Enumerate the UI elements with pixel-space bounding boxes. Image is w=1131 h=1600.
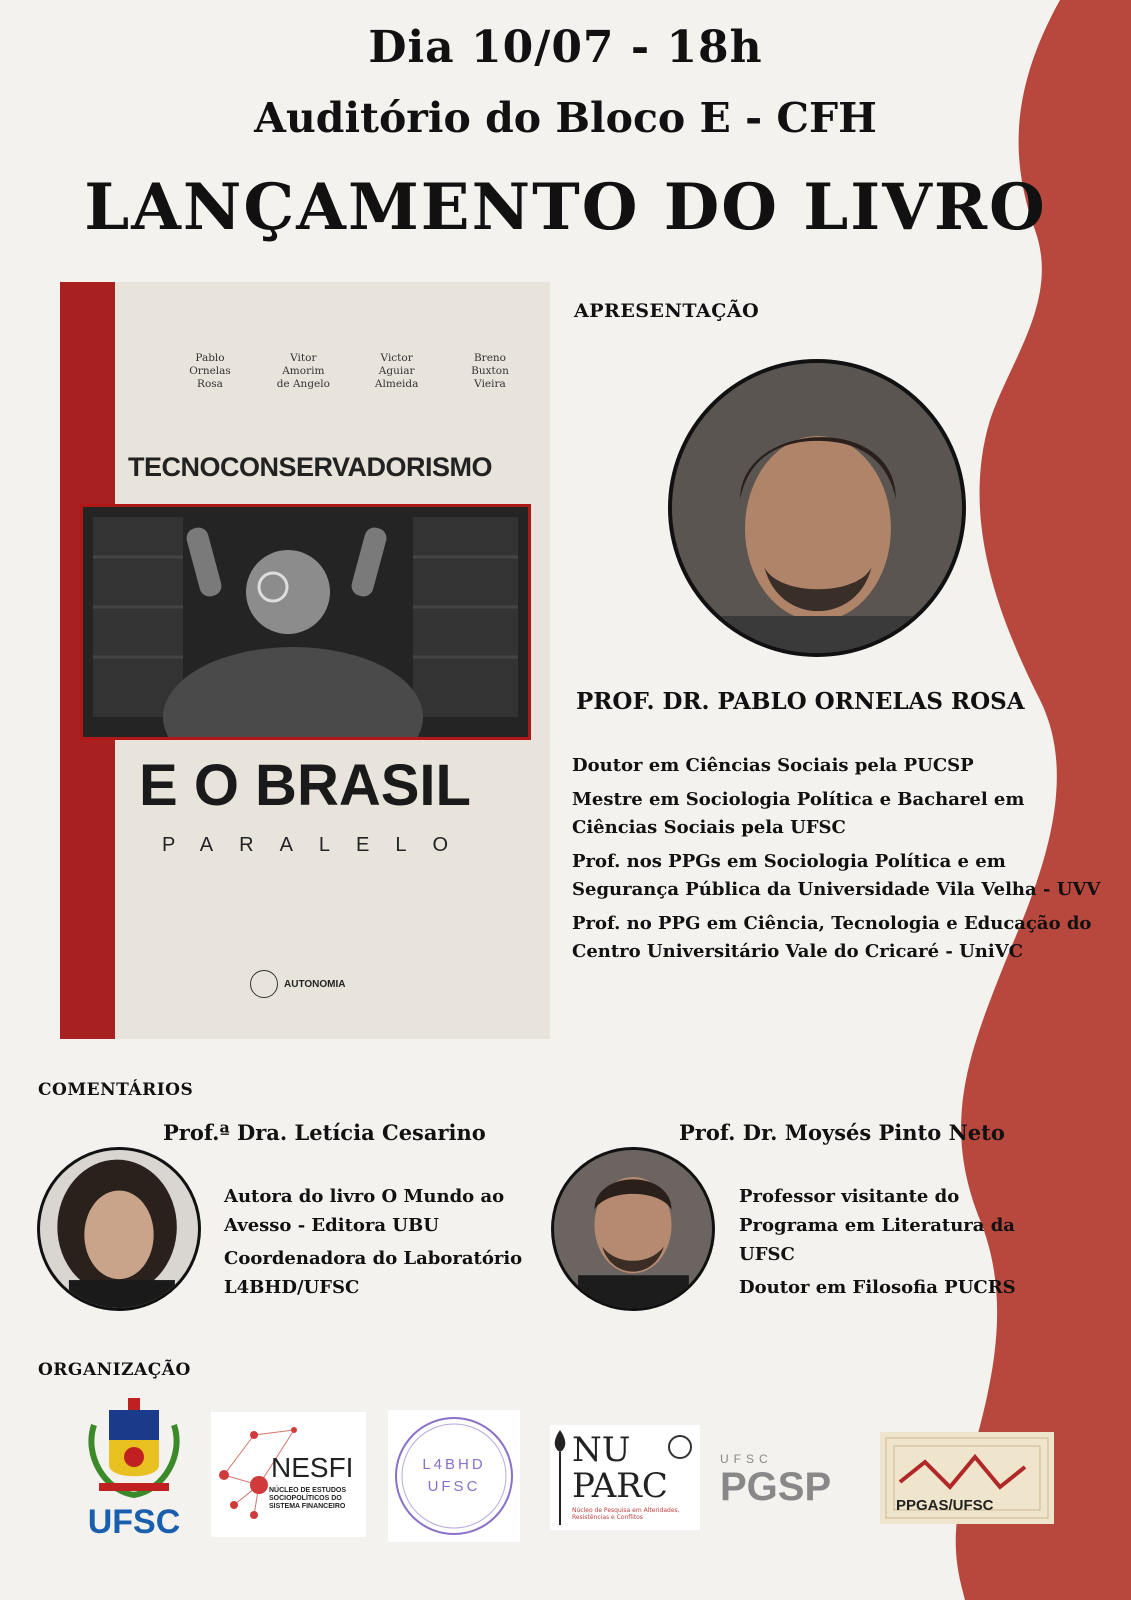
tree-icon bbox=[250, 970, 278, 998]
l4bhd-logo bbox=[388, 1410, 520, 1542]
nesfi-logo bbox=[211, 1412, 366, 1537]
commenter2-desc-item: Doutor em Filosofia PUCRS bbox=[739, 1277, 1016, 1298]
nesfi-logo-text: NESFI bbox=[271, 1452, 354, 1483]
ufsc-logo-text: UFSC bbox=[87, 1503, 181, 1541]
commenter2-desc-item: Professor visitante do Programa em Literatura da UFSC bbox=[739, 1186, 1015, 1265]
organization-heading: ORGANIZAÇÃO bbox=[38, 1360, 191, 1380]
event-date-time: Dia 10/07 - 18h bbox=[368, 22, 763, 73]
l4bhd-logo-text-block bbox=[422, 1454, 485, 1498]
cover-author: Victor Aguiar Almeida bbox=[374, 352, 419, 390]
presenter-avatar bbox=[668, 359, 966, 657]
page-title: LANÇAMENTO DO LIVRO bbox=[84, 170, 1047, 245]
commenter1-desc-item: Coordenadora do Laboratório L4BHD/UFSC bbox=[224, 1248, 523, 1298]
bio-item: Prof. nos PPGs em Sociologia Política e em Segurança Pública da Universidade Vila Velha - UVV bbox=[572, 851, 1101, 900]
ppgas-logo-text: PPGAS/UFSC bbox=[896, 1497, 994, 1514]
commenter2-avatar bbox=[551, 1147, 715, 1311]
event-venue: Auditório do Bloco E - CFH bbox=[254, 94, 877, 142]
nesfi-logo-subtext: NÚCLEO DE ESTUDOS SOCIOPOLÍTICOS DO SISTEMA FINANCEIRO bbox=[269, 1487, 347, 1510]
ufsc-logo bbox=[80, 1392, 188, 1542]
cover-publisher bbox=[250, 970, 345, 998]
nuparc-logo-text-2: PARC bbox=[572, 1466, 668, 1506]
pgsp-logo bbox=[720, 1440, 850, 1520]
nuparc-logo-text-1: NU bbox=[572, 1430, 631, 1470]
nuparc-logo-subtext: Núcleo de Pesquisa em Alteridades, Resistências e Conflitos bbox=[572, 1507, 680, 1521]
pgsp-logo-text: PGSP bbox=[720, 1465, 832, 1509]
presenter-bio bbox=[572, 752, 1102, 972]
cover-author: Pablo Ornelas Rosa bbox=[189, 352, 231, 390]
presenter-name: PROF. DR. PABLO ORNELAS ROSA bbox=[576, 688, 1025, 715]
pgsp-logo-subtext: UFSC bbox=[720, 1452, 773, 1466]
nuparc-logo bbox=[550, 1425, 700, 1530]
book-cover bbox=[60, 282, 550, 1039]
cover-title-sub: PARALELO bbox=[161, 834, 475, 856]
l4bhd-logo-text: L4BHD bbox=[422, 1456, 486, 1473]
cover-author: Vitor Amorim de Angelo bbox=[276, 352, 330, 390]
bio-item: Mestre em Sociologia Política e Bacharel em Ciências Sociais pela UFSC bbox=[572, 789, 1025, 838]
commenter1-desc-item: Autora do livro O Mundo ao Avesso - Editora UBU bbox=[224, 1186, 505, 1236]
ufsc-crest-icon bbox=[84, 1395, 184, 1505]
bio-item: Prof. no PPG em Ciência, Tecnologia e Educação do Centro Universitário Vale do Cricaré - UniVC bbox=[572, 913, 1092, 962]
cover-author: Breno Buxton Vieira bbox=[471, 352, 509, 390]
cover-authors bbox=[170, 352, 530, 391]
seal-icon bbox=[668, 1435, 692, 1459]
cover-title-top: TECNOCONSERVADORISMO bbox=[127, 452, 493, 482]
publisher-name: AUTONOMIA bbox=[284, 978, 346, 990]
bio-item: Doutor em Ciências Sociais pela PUCSP bbox=[572, 755, 974, 776]
comments-heading: COMENTÁRIOS bbox=[38, 1080, 194, 1100]
commenter2-desc bbox=[739, 1182, 1059, 1306]
flower-icon bbox=[553, 1430, 567, 1525]
cover-photo bbox=[80, 504, 531, 740]
commenter1-name: Prof.ª Dra. Letícia Cesarino bbox=[163, 1120, 486, 1145]
commenter2-name: Prof. Dr. Moysés Pinto Neto bbox=[679, 1120, 1005, 1145]
commenter1-avatar bbox=[37, 1147, 201, 1311]
ppgas-logo bbox=[880, 1432, 1054, 1524]
presentation-heading: APRESENTAÇÃO bbox=[574, 300, 760, 322]
l4bhd-logo-subtext: UFSC bbox=[427, 1478, 481, 1495]
commenter1-desc bbox=[224, 1182, 524, 1306]
cover-title-main: E O BRASIL bbox=[139, 753, 471, 818]
